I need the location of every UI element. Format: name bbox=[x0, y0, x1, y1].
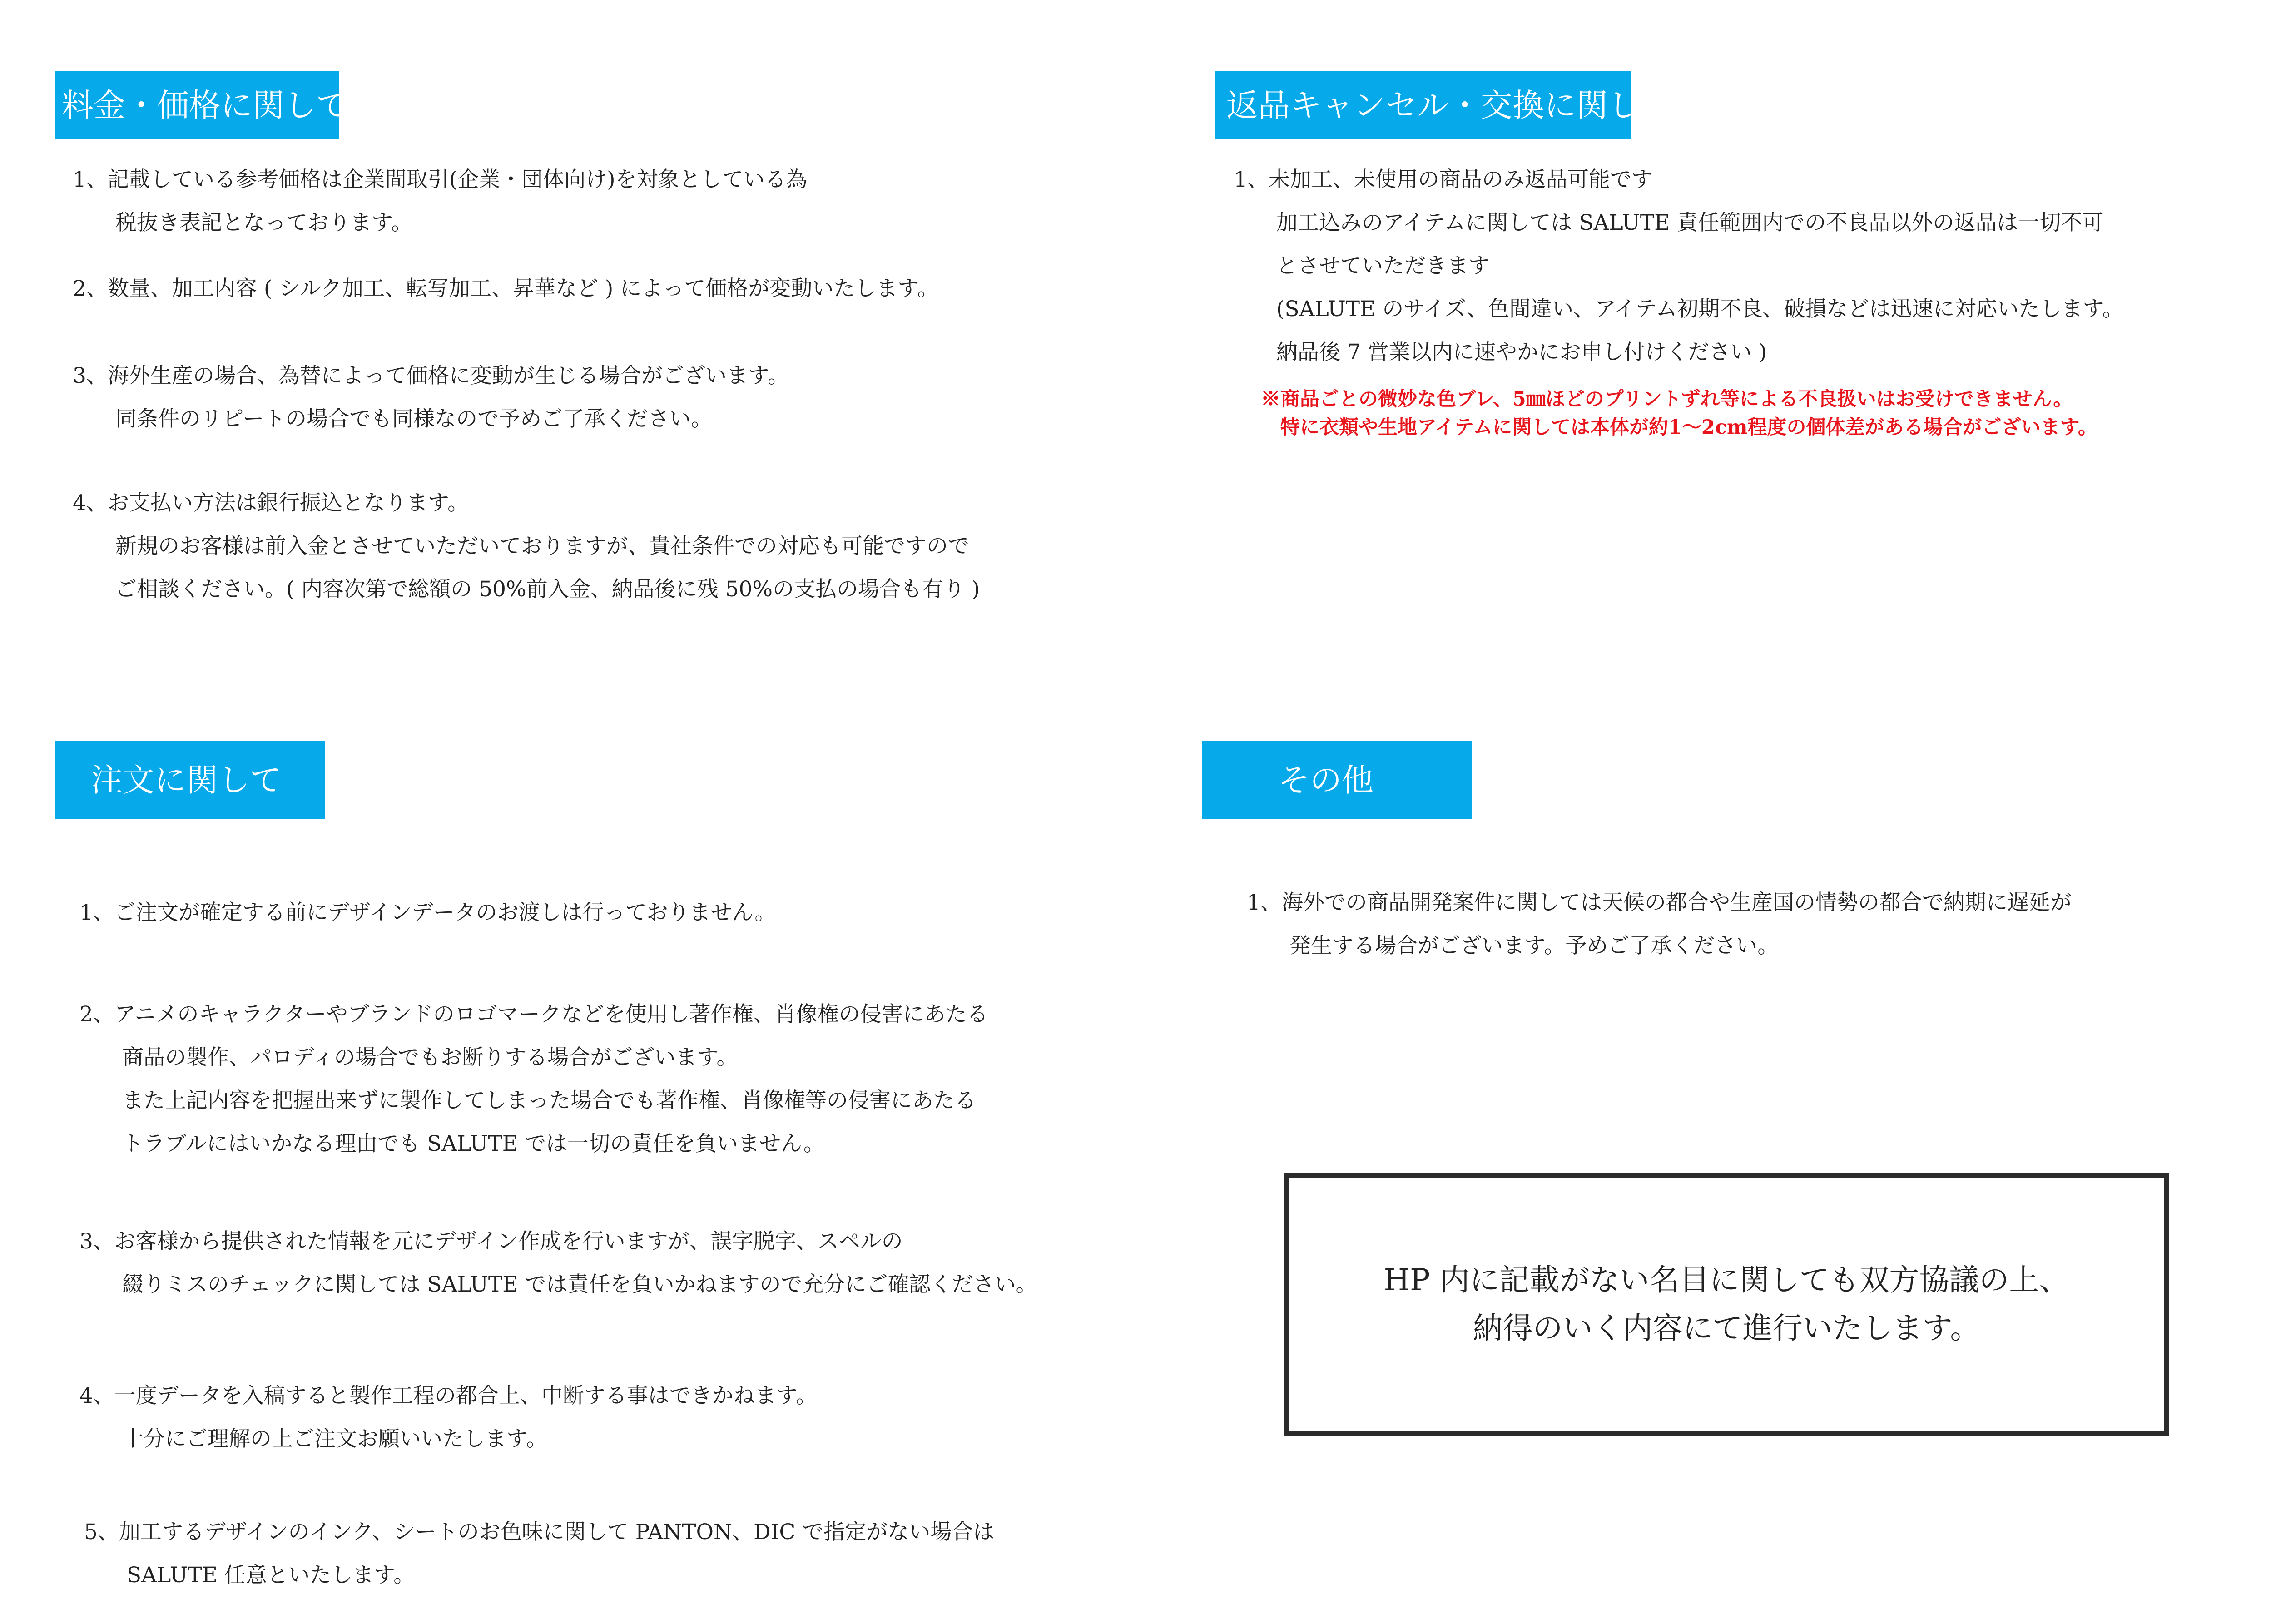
other-heading-text: その他 bbox=[1278, 762, 1374, 799]
orders-item-4 bbox=[79, 1374, 817, 1461]
pricing-item-3 bbox=[73, 354, 789, 441]
returns-item-1-line-2: 加工込みのアイテムに関しては SALUTE 責任範囲内での不良品以外の返品は一切不可 bbox=[1234, 210, 2104, 235]
agreement-note-box bbox=[1284, 1173, 2169, 1436]
pricing-item-4-line-3: ご相談ください。( 内容次第で総額の 50%前入金、納品後に残 50%の支払の場合も有り ) bbox=[73, 577, 980, 602]
returns-notice-line-1: ※商品ごとの微妙な色ブレ、5㎜ほどのプリントずれ等による不良扱いはお受けできません。 bbox=[1261, 388, 2073, 411]
agreement-note-line-1: HP 内に記載がない名目に関しても双方協議の上、 bbox=[1383, 1263, 2069, 1297]
returns-heading-text: 返品キャンセル・交換に関して bbox=[1226, 86, 1671, 124]
other-item-1-line-2: 発生する場合がございます。予めご了承ください。 bbox=[1247, 933, 1779, 958]
pricing-item-2-line-1: 2、数量、加工内容 ( シルク加工、転写加工、昇華など ) によって価格が変動いたします。 bbox=[73, 276, 939, 301]
orders-heading bbox=[55, 741, 325, 819]
pricing-item-1-line-2: 税抜き表記となっております。 bbox=[73, 210, 413, 235]
pricing-item-3-line-1: 3、海外生産の場合、為替によって価格に変動が生じる場合がございます。 bbox=[73, 363, 789, 388]
pricing-heading bbox=[55, 71, 348, 139]
orders-heading-text: 注文に関して bbox=[91, 762, 282, 799]
pricing-item-3-line-2: 同条件のリピートの場合でも同様なので予めご了承ください。 bbox=[73, 406, 713, 431]
returns-notice bbox=[1261, 385, 2097, 441]
orders-item-2-line-2: 商品の製作、パロディの場合でもお断りする場合がございます。 bbox=[79, 1045, 738, 1070]
pricing-item-4-line-1: 4、お支払い方法は銀行振込となります。 bbox=[73, 490, 469, 515]
pricing-item-1 bbox=[73, 158, 808, 244]
pricing-item-2 bbox=[73, 267, 938, 310]
orders-item-2-line-1: 2、アニメのキャラクターやブランドのロゴマークなどを使用し著作権、肖像権の侵害にあたる bbox=[79, 1002, 988, 1027]
orders-item-5-line-2: SALUTE 任意といたします。 bbox=[84, 1563, 415, 1588]
other-item-1-line-1: 1、海外での商品開発案件に関しては天候の都合や生産国の情勢の都合で納期に遅延が bbox=[1247, 890, 2072, 915]
orders-item-2-line-4: トラブルにはいかなる理由でも SALUTE では一切の責任を負いません。 bbox=[79, 1131, 825, 1156]
pricing-item-1-line-1: 1、記載している参考価格は企業間取引(企業・団体向け)を対象としている為 bbox=[73, 167, 808, 192]
returns-notice-line-2: 特に衣類や生地アイテムに関しては本体が約1～2cm程度の個体差がある場合がございます。 bbox=[1261, 416, 2098, 439]
returns-item-1 bbox=[1234, 158, 2124, 374]
returns-item-1-line-3: とさせていただきます bbox=[1234, 253, 1490, 278]
orders-item-2 bbox=[79, 993, 988, 1165]
orders-item-1-line-1: 1、ご注文が確定する前にデザインデータのお渡しは行っておりません。 bbox=[79, 900, 776, 925]
orders-item-4-line-1: 4、一度データを入稿すると製作工程の都合上、中断する事はできかねます。 bbox=[79, 1383, 818, 1408]
orders-item-4-line-2: 十分にご理解の上ご注文お願いいたします。 bbox=[79, 1426, 548, 1451]
pricing-item-4 bbox=[73, 481, 980, 611]
agreement-note-line-2: 納得のいく内容にて進行いたします。 bbox=[1473, 1311, 1980, 1346]
orders-item-2-line-3: また上記内容を把握出来ずに製作してしまった場合でも著作権、肖像権等の侵害にあたる bbox=[79, 1088, 976, 1113]
pricing-heading-text: 料金・価格に関して bbox=[62, 86, 348, 124]
returns-item-1-line-5: 納品後 7 営業以内に速やかにお申し付けください ) bbox=[1234, 340, 1767, 365]
orders-item-5 bbox=[84, 1510, 994, 1597]
orders-item-3-line-1: 3、お客様から提供された情報を元にデザイン作成を行いますが、誤字脱字、スペルの bbox=[79, 1229, 903, 1254]
orders-item-3 bbox=[79, 1220, 1037, 1306]
other-item-1 bbox=[1247, 881, 2072, 967]
returns-item-1-line-4: (SALUTE のサイズ、色間違い、アイテム初期不良、破損などは迅速に対応いたします。 bbox=[1234, 297, 2124, 322]
orders-item-5-line-1: 5、加工するデザインのインク、シートのお色味に関して PANTON、DIC で指定がない場合は bbox=[84, 1520, 995, 1545]
returns-heading bbox=[1215, 71, 1671, 139]
pricing-item-4-line-2: 新規のお客様は前入金とさせていただいておりますが、貴社条件での対応も可能ですので bbox=[73, 534, 969, 559]
returns-item-1-line-1: 1、未加工、未使用の商品のみ返品可能です bbox=[1234, 167, 1653, 192]
orders-item-3-line-2: 綴りミスのチェックに関しては SALUTE では責任を負いかねますので充分にご確認ください。 bbox=[79, 1272, 1037, 1297]
orders-item-1 bbox=[79, 891, 776, 934]
other-heading bbox=[1202, 741, 1472, 819]
